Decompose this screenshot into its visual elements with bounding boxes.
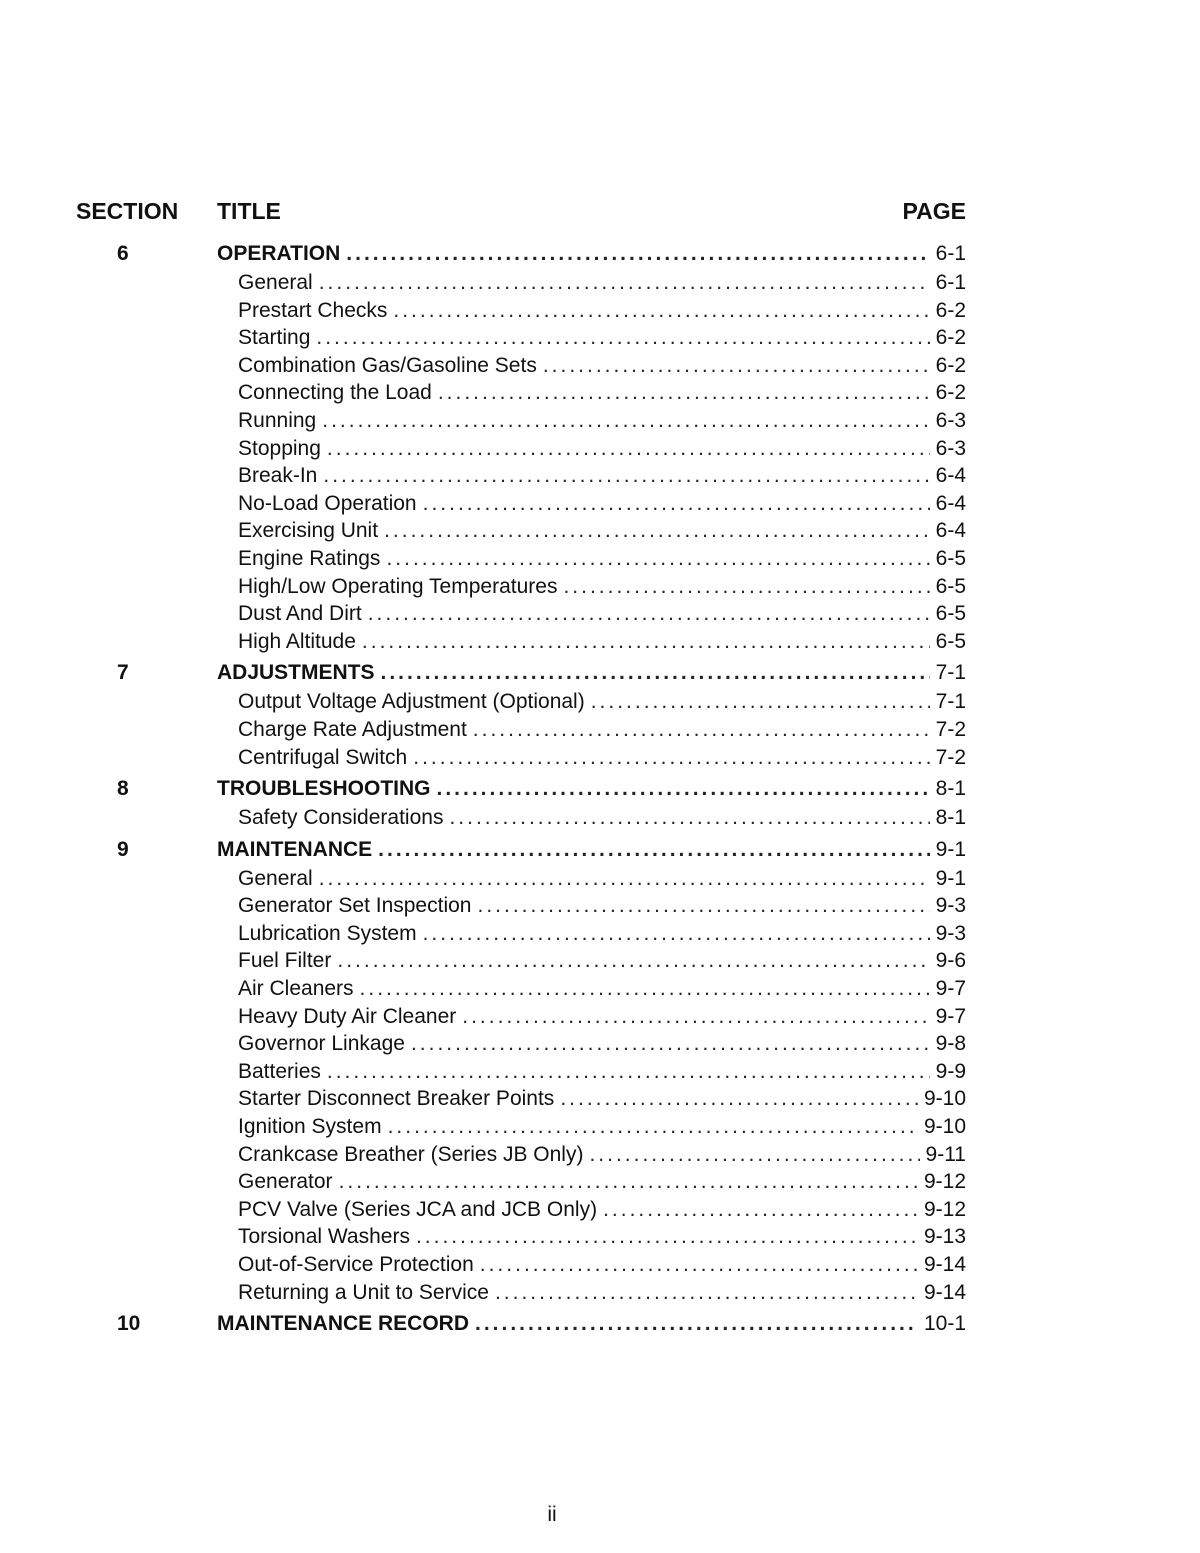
dot-leader: [591, 688, 930, 716]
dot-leader: [327, 435, 930, 463]
dot-leader: [384, 517, 930, 545]
toc-entry: [238, 1196, 966, 1224]
section-number: 9: [117, 837, 129, 861]
entry-title: Air Cleaners: [238, 977, 354, 1001]
toc-entry: [238, 600, 966, 628]
entry-page: 9-10: [923, 1087, 966, 1111]
page-column-header: PAGE: [902, 198, 966, 224]
dot-leader: [323, 462, 929, 490]
toc-entry: [238, 545, 966, 573]
entry-page: 6-2: [935, 381, 966, 405]
dot-leader: [449, 804, 929, 832]
section-number: 7: [117, 661, 129, 685]
toc-entry-row: [0, 269, 1200, 297]
toc-entry-row: [0, 688, 1200, 716]
entry-page: 7-1: [935, 690, 966, 714]
toc-entry-row: [0, 490, 1200, 518]
dot-leader: [475, 1308, 918, 1339]
entry-title: Engine Ratings: [238, 546, 381, 570]
toc-entry: [238, 892, 966, 920]
entry-title: General: [238, 866, 313, 890]
entry-page: 6-4: [935, 519, 966, 543]
dot-leader: [316, 324, 929, 352]
section-entry: [217, 657, 966, 688]
dot-leader: [495, 1279, 918, 1307]
toc-entry: [238, 1085, 966, 1113]
entry-title: Ignition System: [238, 1115, 382, 1139]
toc-entry: [238, 1003, 966, 1031]
dot-leader: [339, 1168, 918, 1196]
entry-page: 6-5: [935, 629, 966, 653]
entry-title: Charge Rate Adjustment: [238, 717, 467, 741]
section-number: 8: [117, 777, 129, 801]
entry-page: 6-4: [935, 464, 966, 488]
toc-entry-row: [0, 600, 1200, 628]
entry-title: Returning a Unit to Service: [238, 1280, 489, 1304]
entry-title: Batteries: [238, 1059, 321, 1083]
entry-title: Crankcase Breather (Series JB Only): [238, 1142, 584, 1166]
dot-leader: [589, 1141, 919, 1169]
dot-leader: [346, 238, 929, 269]
toc-section-row: [0, 1308, 1200, 1339]
toc-entry-row: [0, 628, 1200, 656]
toc-entry-row: [0, 297, 1200, 325]
dot-leader: [360, 975, 930, 1003]
entry-title: Centrifugal Switch: [238, 745, 408, 769]
section-title: TROUBLESHOOTING: [217, 777, 431, 801]
toc-entry-row: [0, 1003, 1200, 1031]
entry-title: Prestart Checks: [238, 298, 388, 322]
entry-page: 9-7: [935, 977, 966, 1001]
entry-page: 9-9: [935, 1059, 966, 1083]
entry-title: Output Voltage Adjustment (Optional): [238, 690, 585, 714]
section-page: 9-1: [935, 837, 966, 861]
entry-page: 9-13: [923, 1225, 966, 1249]
entry-title: Starter Disconnect Breaker Points: [238, 1087, 555, 1111]
entry-title: Generator: [238, 1170, 333, 1194]
toc-entry: [238, 804, 966, 832]
dot-leader: [381, 657, 930, 688]
dot-leader: [388, 1113, 918, 1141]
toc-entry-row: [0, 1196, 1200, 1224]
toc-entry: [238, 1058, 966, 1086]
toc-section-row: [0, 657, 1200, 688]
entry-title: Out-of-Service Protection: [238, 1253, 474, 1276]
section-number: 6: [117, 242, 129, 265]
entry-page: 9-6: [935, 949, 966, 973]
toc-entry: [238, 1168, 966, 1196]
toc-entry-row: [0, 462, 1200, 490]
entry-title: Stopping: [238, 436, 321, 460]
toc-entry: [238, 435, 966, 463]
toc-entry: [238, 975, 966, 1003]
dot-leader: [477, 892, 929, 920]
toc-entry-row: [0, 407, 1200, 435]
entry-page: 6-5: [935, 602, 966, 626]
toc-entry: [238, 573, 966, 601]
entry-page: 9-11: [925, 1142, 966, 1166]
dot-leader: [437, 773, 930, 804]
toc-entry-row: [0, 947, 1200, 975]
entry-title: Lubrication System: [238, 921, 417, 945]
entry-title: Heavy Duty Air Cleaner: [238, 1004, 457, 1028]
entry-title: Running: [238, 408, 317, 432]
entry-title: No-Load Operation: [238, 491, 417, 515]
toc-entry: [238, 688, 966, 716]
entry-title: Combination Gas/Gasoline Sets: [238, 353, 537, 377]
title-column-header: TITLE: [217, 198, 281, 224]
dot-leader: [423, 920, 930, 948]
toc-entry: [238, 517, 966, 545]
toc-entry: [238, 379, 966, 407]
dot-leader: [416, 1223, 918, 1251]
dot-leader: [462, 1003, 929, 1031]
entry-title: Generator Set Inspection: [238, 894, 472, 918]
toc-entry-row: [0, 545, 1200, 573]
entry-page: 6-5: [935, 574, 966, 598]
toc-entry: [238, 1251, 966, 1279]
entry-page: 9-3: [935, 921, 966, 945]
entry-page: 9-8: [935, 1032, 966, 1056]
dot-leader: [368, 600, 930, 628]
entry-page: 7-2: [935, 717, 966, 741]
toc-entry-row: [0, 573, 1200, 601]
entry-page: 6-2: [935, 326, 966, 350]
entry-page: 6-2: [935, 298, 966, 322]
dot-leader: [327, 1058, 930, 1086]
toc-entry-row: [0, 517, 1200, 545]
toc-entry-row: [0, 1113, 1200, 1141]
entry-title: PCV Valve (Series JCA and JCB Only): [238, 1197, 598, 1221]
table-of-contents: [0, 238, 1200, 1339]
dot-leader: [386, 545, 929, 573]
entry-page: 9-14: [923, 1280, 966, 1304]
toc-entry-row: [0, 892, 1200, 920]
entry-title: Connecting the Load: [238, 381, 432, 405]
section-title: MAINTENANCE RECORD: [217, 1312, 469, 1336]
toc-entry: [238, 1141, 966, 1169]
section-page: 6-1: [935, 242, 966, 265]
dot-leader: [603, 1196, 918, 1224]
entry-page: 9-12: [923, 1197, 966, 1221]
toc-header: [0, 198, 1200, 230]
toc-entry-row: [0, 435, 1200, 463]
section-entry: [217, 773, 966, 804]
dot-leader: [378, 834, 929, 865]
toc-entry-row: [0, 716, 1200, 744]
toc-entry-row: [0, 1058, 1200, 1086]
entry-title: Safety Considerations: [238, 806, 444, 830]
section-page: 8-1: [935, 777, 966, 801]
page-footer: [0, 1503, 1200, 1527]
toc-entry-row: [0, 804, 1200, 832]
toc-entry: [238, 744, 966, 772]
entry-title: Break-In: [238, 464, 318, 488]
toc-entry: [238, 1223, 966, 1251]
toc-entry: [238, 865, 966, 893]
toc-entry-row: [0, 975, 1200, 1003]
toc-entry-row: [0, 1223, 1200, 1251]
toc-section-row: [0, 834, 1200, 865]
toc-section-row: [0, 238, 1200, 269]
section-entry: [217, 1308, 966, 1339]
toc-entry: [238, 462, 966, 490]
section-page: 7-1: [935, 661, 966, 685]
toc-entry-row: [0, 1168, 1200, 1196]
dot-leader: [423, 490, 930, 518]
entry-page: 9-14: [923, 1253, 966, 1276]
entry-page: 6-5: [935, 546, 966, 570]
toc-entry: [238, 297, 966, 325]
section-number: 10: [117, 1312, 141, 1336]
entry-page: 9-3: [935, 894, 966, 918]
entry-title: Dust And Dirt: [238, 602, 362, 626]
entry-title: Fuel Filter: [238, 949, 332, 973]
dot-leader: [543, 352, 930, 380]
entry-title: Torsional Washers: [238, 1225, 410, 1249]
entry-page: 9-12: [923, 1170, 966, 1194]
toc-entry: [238, 269, 966, 297]
toc-entry: [238, 1113, 966, 1141]
dot-leader: [473, 716, 930, 744]
entry-title: High Altitude: [238, 629, 356, 653]
section-column-header: SECTION: [76, 198, 179, 224]
entry-title: High/Low Operating Temperatures: [238, 574, 558, 598]
toc-entry-row: [0, 1279, 1200, 1307]
toc-entry: [238, 1279, 966, 1307]
toc-entry: [238, 352, 966, 380]
dot-leader: [563, 573, 929, 601]
dot-leader: [337, 947, 929, 975]
toc-entry-row: [0, 1251, 1200, 1279]
entry-page: 6-3: [935, 408, 966, 432]
entry-page: 9-1: [935, 866, 966, 890]
dot-leader: [438, 379, 930, 407]
toc-entry: [238, 324, 966, 352]
dot-leader: [411, 1030, 930, 1058]
dot-leader: [393, 297, 929, 325]
dot-leader: [560, 1085, 918, 1113]
section-title: OPERATION: [217, 242, 341, 265]
toc-entry-row: [0, 744, 1200, 772]
toc-entry-row: [0, 920, 1200, 948]
toc-entry: [238, 716, 966, 744]
page-number: ii: [547, 1503, 557, 1526]
toc-entry-row: [0, 352, 1200, 380]
entry-page: 6-4: [935, 491, 966, 515]
toc-entry-row: [0, 1085, 1200, 1113]
toc-section-row: [0, 773, 1200, 804]
entry-page: 9-10: [923, 1115, 966, 1139]
entry-title: Starting: [238, 326, 311, 350]
section-title: ADJUSTMENTS: [217, 661, 375, 685]
toc-entry-row: [0, 1141, 1200, 1169]
entry-page: 6-3: [935, 436, 966, 460]
dot-leader: [319, 865, 930, 893]
toc-entry: [238, 1030, 966, 1058]
section-page: 10-1: [923, 1312, 966, 1336]
entry-page: 6-1: [935, 271, 966, 294]
toc-entry-row: [0, 865, 1200, 893]
dot-leader: [319, 269, 930, 297]
dot-leader: [322, 407, 929, 435]
dot-leader: [480, 1251, 918, 1279]
dot-leader: [362, 628, 930, 656]
entry-page: 9-7: [935, 1004, 966, 1028]
toc-entry: [238, 490, 966, 518]
toc-entry: [238, 920, 966, 948]
toc-entry-row: [0, 379, 1200, 407]
entry-page: 7-2: [935, 745, 966, 769]
section-entry: [217, 834, 966, 865]
toc-entry: [238, 628, 966, 656]
toc-entry-row: [0, 324, 1200, 352]
entry-page: 8-1: [935, 806, 966, 830]
entry-title: Governor Linkage: [238, 1032, 405, 1056]
toc-entry-row: [0, 1030, 1200, 1058]
toc-entry: [238, 407, 966, 435]
entry-page: 6-2: [935, 353, 966, 377]
section-title: MAINTENANCE: [217, 837, 373, 861]
entry-title: Exercising Unit: [238, 519, 379, 543]
dot-leader: [413, 744, 929, 772]
toc-entry: [238, 947, 966, 975]
entry-title: General: [238, 271, 313, 294]
section-entry: [217, 238, 966, 269]
